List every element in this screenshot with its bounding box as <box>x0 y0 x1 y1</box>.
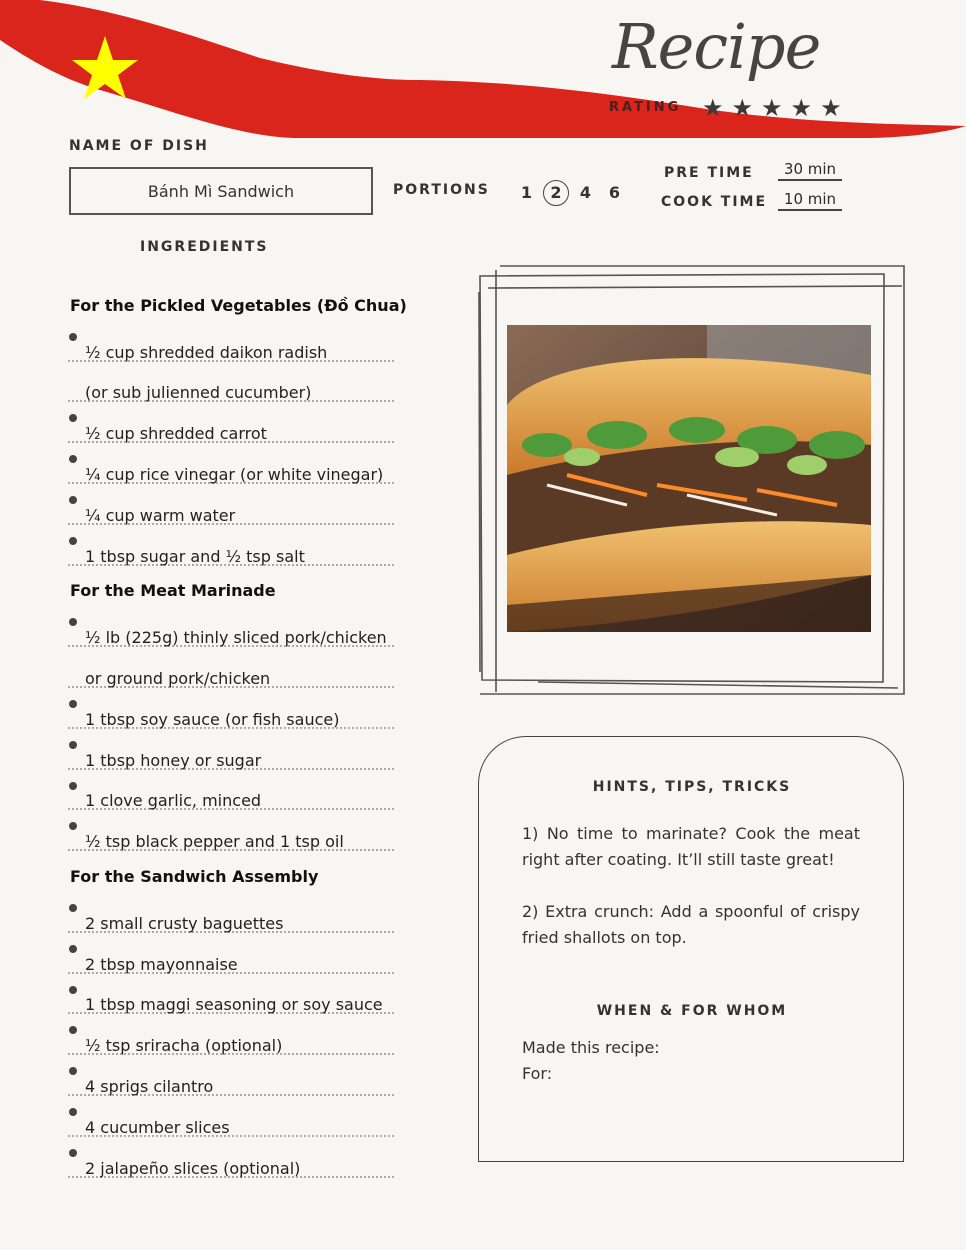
rating-label: RATING <box>609 100 682 115</box>
ingredients-list <box>68 280 407 1178</box>
ingredient-item[interactable] <box>68 1137 394 1178</box>
ingredient-text: 4 cucumber slices <box>85 1117 230 1137</box>
portion-option-6[interactable]: 6 <box>608 183 621 202</box>
portion-option-4[interactable]: 4 <box>579 183 592 202</box>
bullet-icon <box>69 741 77 749</box>
ingredient-text: 2 small crusty baguettes <box>85 913 284 933</box>
ingredient-item[interactable] <box>68 933 394 974</box>
ingredient-section-heading <box>68 566 394 607</box>
hints-title: HINTS, TIPS, TRICKS <box>592 779 792 795</box>
for-whom-label[interactable]: For: <box>522 1064 553 1083</box>
made-this-recipe-label[interactable]: Made this recipe: <box>522 1038 660 1057</box>
dish-name-value: Bánh Mì Sandwich <box>147 181 295 201</box>
ingredient-text: 1 tbsp honey or sugar <box>85 750 262 770</box>
bullet-icon <box>69 333 77 341</box>
cook-time-label: COOK TIME <box>661 194 768 210</box>
hint-tip-1: 1) No time to marinate? Cook the meat right after coating. It’ll still taste great! <box>522 824 860 869</box>
bullet-icon <box>69 1067 77 1075</box>
ingredient-item[interactable] <box>68 1055 394 1096</box>
section-heading-text: For the Meat Marinade <box>70 581 276 601</box>
bullet-icon <box>69 537 77 545</box>
banh-mi-photo <box>507 325 871 632</box>
ingredient-text: 2 tbsp mayonnaise <box>85 954 238 974</box>
ingredient-text: ½ tsp sriracha (optional) <box>85 1036 283 1056</box>
ingredient-item[interactable] <box>68 321 394 362</box>
recipe-title: Recipe <box>612 10 821 83</box>
ingredient-item[interactable] <box>68 484 394 525</box>
ingredient-text: 1 tbsp maggi seasoning or soy sauce <box>85 995 383 1015</box>
ingredient-text: (or sub julienned cucumber) <box>85 383 312 403</box>
ingredient-item[interactable] <box>68 770 394 811</box>
ingredient-item[interactable] <box>68 729 394 770</box>
bullet-icon <box>69 1026 77 1034</box>
ingredient-text: ½ cup shredded daikon radish <box>85 342 328 362</box>
ingredient-item[interactable] <box>68 688 394 729</box>
when-for-whom-title: WHEN & FOR WHOM <box>596 1003 788 1019</box>
portion-options <box>512 180 629 206</box>
cook-time-value[interactable]: 10 min <box>778 190 842 211</box>
ingredient-item[interactable] <box>68 362 394 403</box>
ingredient-text: 1 tbsp sugar and ½ tsp salt <box>85 546 305 566</box>
ingredient-text: 4 sprigs cilantro <box>85 1076 214 1096</box>
ingredient-item[interactable] <box>68 525 394 566</box>
ingredient-text: 2 jalapeño slices (optional) <box>85 1158 301 1178</box>
prep-time-label: PRE TIME <box>664 165 754 181</box>
ingredient-item[interactable] <box>68 606 394 647</box>
bullet-icon <box>69 945 77 953</box>
bullet-icon <box>69 1108 77 1116</box>
ingredient-text: ½ lb (225g) thinly sliced pork/chicken <box>85 628 387 648</box>
bullet-icon <box>69 496 77 504</box>
ingredient-item[interactable] <box>68 647 394 688</box>
bullet-icon <box>69 700 77 708</box>
ingredients-label: INGREDIENTS <box>140 239 269 255</box>
ingredient-item[interactable] <box>68 402 394 443</box>
ingredient-text: ½ tsp black pepper and 1 tsp oil <box>85 832 344 852</box>
rating-stars[interactable]: ★★★★★ <box>702 94 850 122</box>
ingredient-item[interactable] <box>68 1096 394 1137</box>
ingredient-item[interactable] <box>68 892 394 933</box>
ingredient-text: ¼ cup rice vinegar (or white vinegar) <box>85 464 384 484</box>
ingredient-item[interactable] <box>68 974 394 1015</box>
bullet-icon <box>69 822 77 830</box>
portion-option-2-selected[interactable]: 2 <box>543 180 569 206</box>
section-heading-text: For the Sandwich Assembly <box>70 866 319 886</box>
bullet-icon <box>69 1149 77 1157</box>
ingredient-item[interactable] <box>68 810 394 851</box>
ingredient-text: ½ cup shredded carrot <box>85 424 267 444</box>
section-heading-text: For the Pickled Vegetables (Đồ Chua) <box>70 295 407 315</box>
ingredient-text: ¼ cup warm water <box>85 505 236 525</box>
ingredient-section-heading <box>68 280 407 321</box>
ingredient-text: 1 tbsp soy sauce (or fish sauce) <box>85 709 340 729</box>
bullet-icon <box>69 782 77 790</box>
ingredient-section-heading <box>68 851 394 892</box>
ingredient-text: or ground pork/chicken <box>85 668 271 688</box>
bullet-icon <box>69 414 77 422</box>
ingredient-text: 1 clove garlic, minced <box>85 791 262 811</box>
ingredient-item[interactable] <box>68 1014 394 1055</box>
prep-time-value[interactable]: 30 min <box>778 160 842 181</box>
vietnam-flag-banner <box>0 0 966 145</box>
bullet-icon <box>69 618 77 626</box>
hint-tip-2: 2) Extra crunch: Add a spoonful of crispy fried shallots on top. <box>522 902 860 947</box>
bullet-icon <box>69 904 77 912</box>
bullet-icon <box>69 455 77 463</box>
dish-name-label: NAME OF DISH <box>69 138 209 154</box>
dish-name-field[interactable] <box>69 167 373 215</box>
ingredient-item[interactable] <box>68 443 394 484</box>
bullet-icon <box>69 986 77 994</box>
portion-option-1[interactable]: 1 <box>520 183 533 202</box>
portions-label: PORTIONS <box>393 182 490 198</box>
